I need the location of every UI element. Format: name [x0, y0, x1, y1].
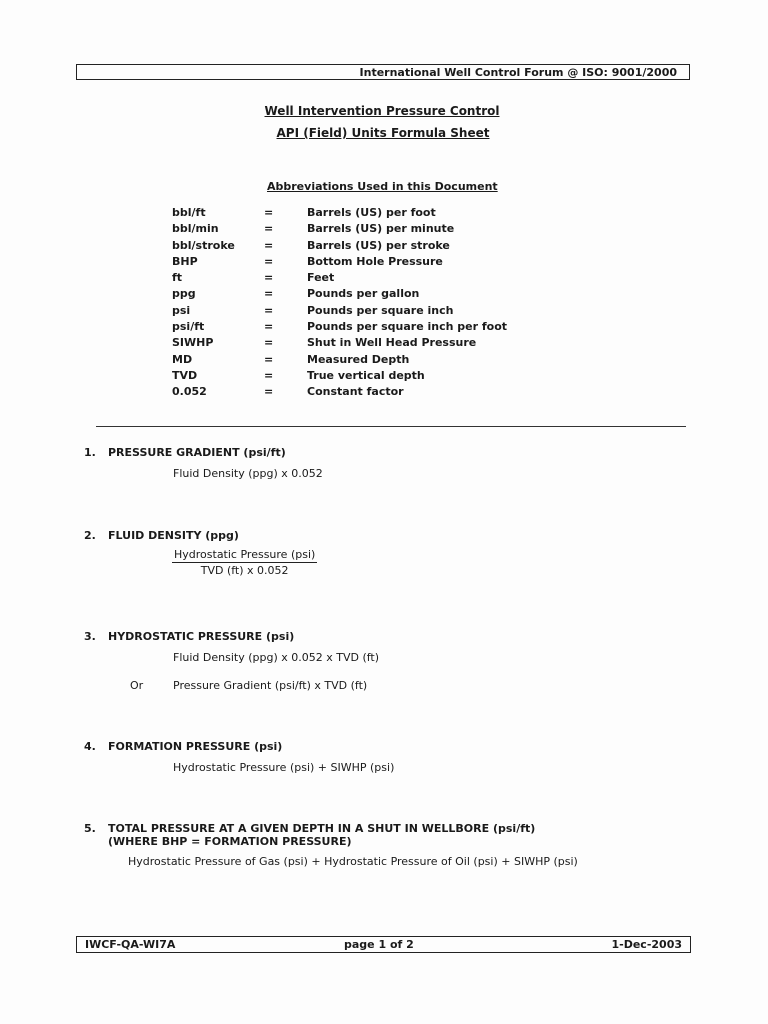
formula-hydrostatic-pressure-alt: Pressure Gradient (psi/ft) x TVD (ft) [173, 679, 368, 692]
formula-fluid-density [172, 548, 317, 577]
section-title: TOTAL PRESSURE AT A GIVEN DEPTH IN A SHUT IN WELLBORE (psi/ft) [108, 822, 536, 835]
abbreviation-code: MD [172, 352, 193, 366]
abbreviation-code: SIWHP [172, 336, 214, 350]
section-number: 1. [84, 446, 96, 459]
abbreviation-code: bbl/ft [172, 206, 206, 219]
abbreviation-equals: = [264, 287, 274, 301]
abbreviation-code: bbl/min [172, 222, 219, 236]
document-date: 1-Dec-2003 [611, 938, 682, 951]
abbreviation-code: bbl/stroke [172, 238, 235, 252]
abbreviation-meaning: Feet [307, 271, 335, 285]
section-total-pressure [84, 822, 535, 848]
formula-hydrostatic-pressure: Fluid Density (ppg) x 0.052 x TVD (ft) [173, 651, 380, 664]
abbreviation-meaning: Bottom Hole Pressure [307, 254, 443, 268]
section-pressure-gradient [84, 446, 286, 459]
section-title: PRESSURE GRADIENT (psi/ft) [108, 446, 286, 459]
abbreviation-meaning: True vertical depth [307, 368, 425, 382]
section-number: 2. [84, 529, 96, 542]
formula-pressure-gradient: Fluid Density (ppg) x 0.052 [173, 467, 323, 480]
section-title: FORMATION PRESSURE (psi) [108, 740, 283, 753]
abbreviation-meaning: Measured Depth [307, 352, 410, 366]
section-number: 3. [84, 630, 96, 643]
abbreviation-meaning: Barrels (US) per foot [307, 206, 436, 219]
document-subtitle: API (Field) Units Formula Sheet [276, 126, 490, 140]
document-id: IWCF-QA-WI7A [85, 938, 176, 951]
abbreviations-heading: Abbreviations Used in this Document [267, 180, 498, 193]
abbreviation-equals: = [264, 336, 274, 350]
abbreviation-equals: = [264, 271, 274, 285]
formula-formation-pressure: Hydrostatic Pressure (psi) + SIWHP (psi) [173, 761, 395, 774]
abbreviation-equals: = [264, 254, 274, 268]
formula-total-pressure: Hydrostatic Pressure of Gas (psi) + Hydrostatic Pressure of Oil (psi) + SIWHP (psi) [128, 855, 578, 868]
abbreviation-code: TVD [172, 368, 198, 382]
abbreviation-code: psi/ft [172, 320, 205, 334]
abbreviation-equals: = [264, 368, 274, 382]
abbreviation-equals: = [264, 206, 274, 219]
abbreviation-equals: = [264, 303, 274, 317]
abbreviation-meaning: Pounds per square inch [307, 303, 454, 317]
section-title: HYDROSTATIC PRESSURE (psi) [108, 630, 295, 643]
or-label: Or [130, 679, 144, 692]
divider [96, 426, 686, 427]
section-number: 5. [84, 822, 96, 835]
fraction-denominator: TVD (ft) x 0.052 [200, 564, 289, 577]
abbreviation-code: psi [172, 303, 191, 317]
fraction-numerator: Hydrostatic Pressure (psi) [174, 548, 316, 561]
abbreviation-meaning: Shut in Well Head Pressure [307, 336, 477, 350]
abbreviation-equals: = [264, 320, 274, 334]
section-title: FLUID DENSITY (ppg) [108, 529, 239, 542]
abbreviation-equals: = [264, 352, 274, 366]
header-text: International Well Control Forum @ ISO: 9001/2000 [359, 66, 677, 79]
abbreviation-code: BHP [172, 254, 198, 268]
abbreviation-code: ppg [172, 287, 196, 301]
footer-box [76, 936, 691, 953]
section-number: 4. [84, 740, 96, 753]
abbreviation-meaning: Pounds per gallon [307, 287, 420, 301]
abbreviation-equals: = [264, 238, 274, 252]
section-hydrostatic-pressure [84, 630, 294, 643]
section-fluid-density [84, 529, 239, 542]
abbreviation-equals: = [264, 222, 274, 236]
abbreviation-meaning: Constant factor [307, 385, 404, 399]
document-title: Well Intervention Pressure Control [264, 104, 500, 118]
abbreviation-meaning: Barrels (US) per minute [307, 222, 455, 236]
section-subtitle: (WHERE BHP = FORMATION PRESSURE) [108, 835, 352, 848]
abbreviation-code: ft [172, 271, 183, 285]
abbreviation-equals: = [264, 385, 274, 399]
page-number: page 1 of 2 [344, 938, 414, 951]
abbreviation-meaning: Barrels (US) per stroke [307, 238, 450, 252]
section-formation-pressure [84, 740, 282, 753]
abbreviation-code: 0.052 [172, 385, 207, 399]
abbreviation-meaning: Pounds per square inch per foot [307, 320, 508, 334]
header-box [76, 64, 690, 80]
